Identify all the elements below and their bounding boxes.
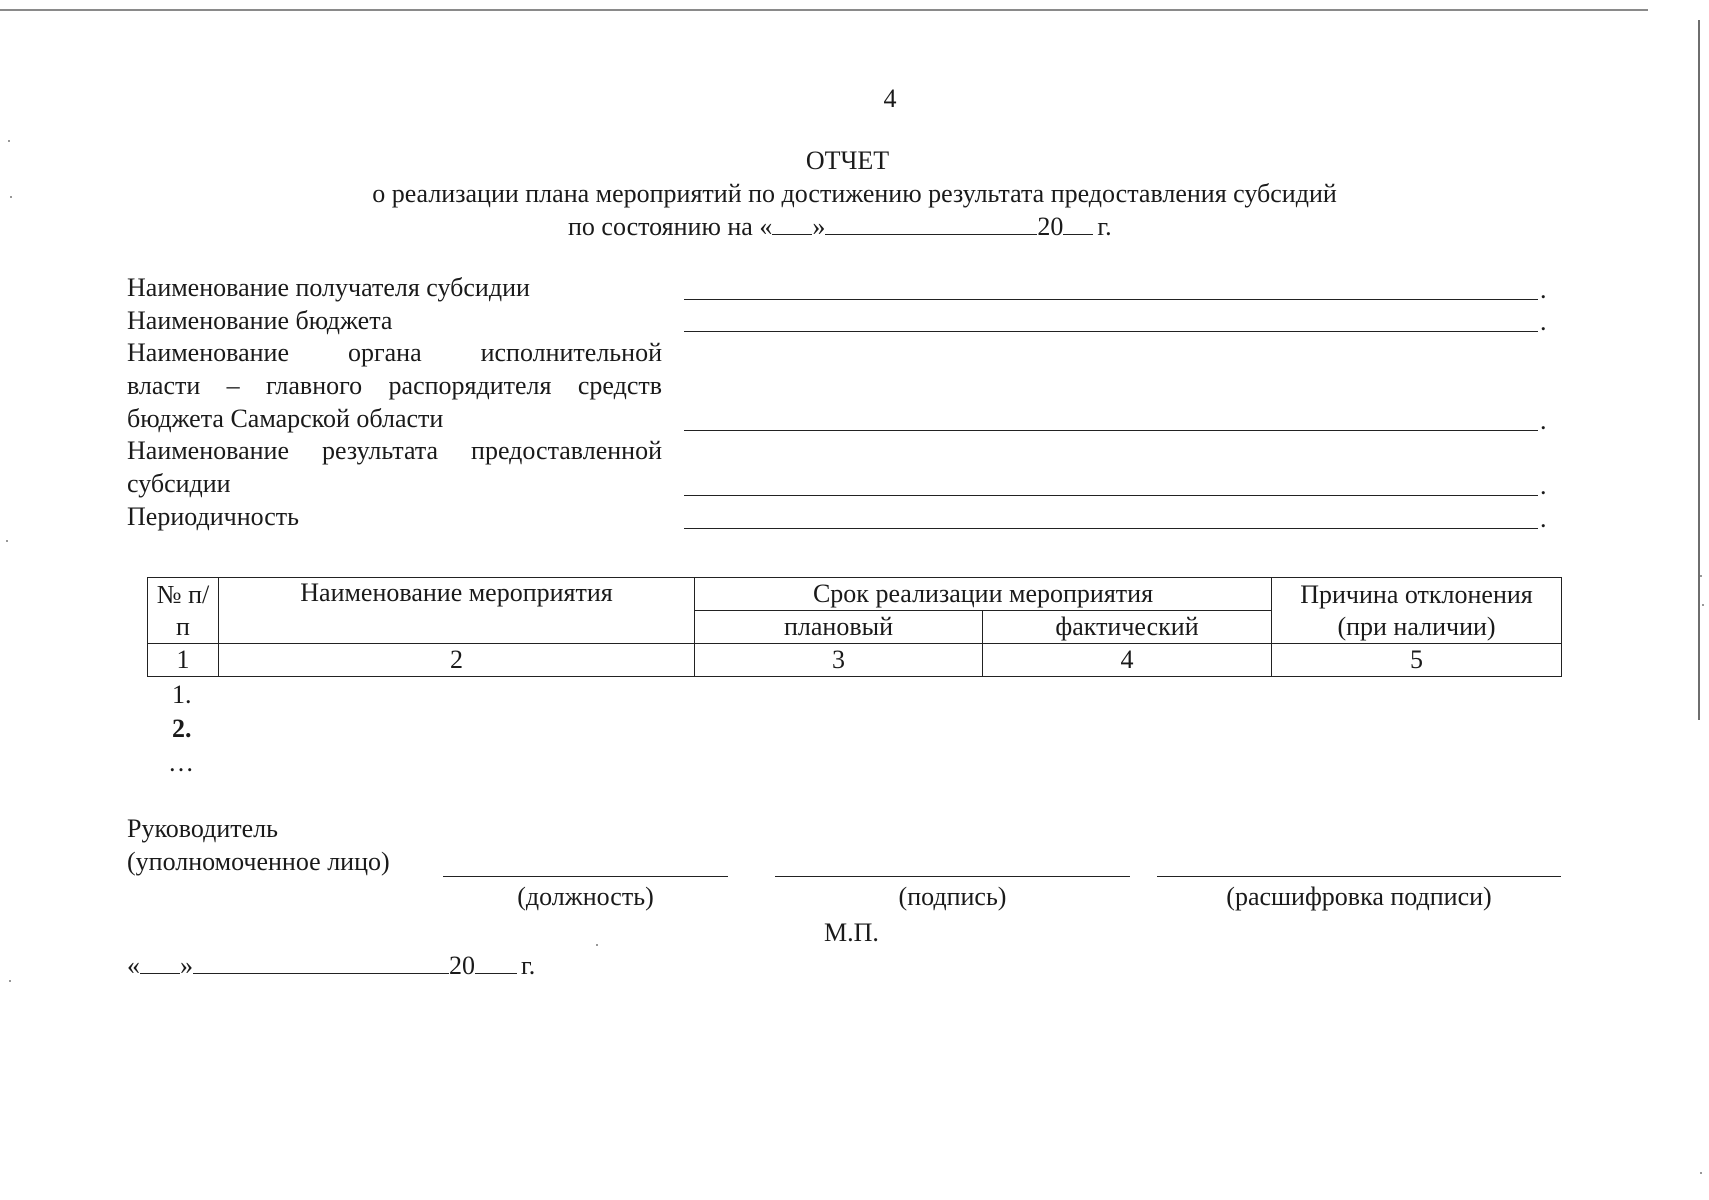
date-month-blank[interactable]: [193, 951, 449, 974]
date-open-quote: «: [127, 951, 140, 980]
field-line-authority[interactable]: [684, 430, 1538, 431]
header-activity: [219, 578, 695, 644]
field-end-dot: .: [1540, 471, 1547, 500]
scan-edge-right: [1698, 20, 1700, 720]
header-term: Срок реализации мероприятия: [695, 578, 1272, 611]
column-number: 3: [695, 644, 983, 677]
field-label-authority-line3: бюджета Самарской области: [127, 404, 444, 433]
field-label-result-line2: субсидии: [127, 469, 231, 498]
as-of-month-blank[interactable]: [825, 212, 1037, 235]
field-line-budget[interactable]: [684, 331, 1538, 332]
position-line[interactable]: [443, 876, 728, 877]
header-reason-text: Причина отклонения (при наличии): [1300, 579, 1533, 641]
field-label-authority-line1: Наименование органа исполнительной: [127, 338, 662, 367]
page-number: 4: [883, 84, 897, 113]
scan-speck: [1702, 604, 1704, 606]
date-line: [127, 951, 535, 981]
signature-decode-line[interactable]: [1157, 876, 1561, 877]
date-year-prefix: 20: [449, 951, 475, 980]
field-end-dot: .: [1540, 307, 1547, 336]
date-close-quote: »: [180, 951, 193, 980]
position-caption: (должность): [517, 882, 654, 911]
header-actual: фактический: [983, 611, 1272, 644]
row-numbers-list: [168, 678, 194, 780]
header-row-number-text: № п/п: [156, 579, 210, 641]
signature-caption: (подпись): [898, 882, 1007, 911]
field-label-authority-line2: власти – главного распорядителя средств: [127, 371, 662, 400]
field-line-result[interactable]: [684, 495, 1538, 496]
field-end-dot: .: [1540, 275, 1547, 304]
field-line-periodicity[interactable]: [684, 528, 1538, 529]
as-of-line: [568, 212, 1112, 242]
field-label-recipient: Наименование получателя субсидии: [127, 273, 530, 302]
scan-speck: [1700, 575, 1702, 577]
header-activity-text: Наименование мероприятия: [300, 578, 613, 607]
as-of-year-prefix: 20: [1037, 212, 1064, 241]
column-number: 4: [983, 644, 1272, 677]
signature-decode-caption: (расшифровка подписи): [1226, 882, 1492, 911]
as-of-year-suffix: г.: [1097, 212, 1112, 241]
field-end-dot: .: [1540, 504, 1547, 533]
report-subtitle: о реализации плана мероприятий по достижению результата предоставления субсидий: [372, 179, 1337, 208]
field-label-result-line1: Наименование результата предоставленной: [127, 436, 662, 465]
date-day-blank[interactable]: [140, 951, 180, 974]
scan-speck: [8, 140, 10, 142]
field-label-periodicity: Периодичность: [127, 502, 300, 531]
field-end-dot: .: [1540, 406, 1547, 435]
scan-speck: [1700, 1172, 1702, 1174]
stamp-place: М.П.: [824, 918, 879, 947]
column-number: 1: [148, 644, 219, 677]
list-item: …: [168, 748, 194, 777]
signature-line[interactable]: [775, 876, 1130, 877]
header-reason: [1272, 578, 1562, 644]
list-item: 2.: [172, 714, 192, 743]
field-label-budget: Наименование бюджета: [127, 306, 393, 335]
signatory-authorized: (уполномоченное лицо): [127, 847, 390, 876]
header-row-number: [148, 578, 219, 644]
column-number: 2: [219, 644, 695, 677]
as-of-year-blank[interactable]: [1063, 212, 1093, 235]
scan-speck: [596, 944, 598, 946]
list-item: 1.: [172, 680, 192, 709]
scan-edge-top: [0, 9, 1648, 11]
report-title: ОТЧЕТ: [805, 146, 890, 175]
activities-table: [147, 577, 1562, 677]
column-number: 5: [1272, 644, 1562, 677]
field-line-recipient[interactable]: [684, 299, 1538, 300]
scan-speck: [6, 540, 8, 542]
as-of-mid: »: [812, 212, 826, 241]
header-planned: плановый: [695, 611, 983, 644]
scan-speck: [9, 980, 11, 982]
date-year-blank[interactable]: [475, 951, 517, 974]
signatory-head: Руководитель: [127, 814, 278, 843]
as-of-prefix: по состоянию на «: [568, 212, 773, 241]
as-of-day-blank[interactable]: [772, 212, 812, 235]
date-year-suffix: г.: [521, 951, 536, 980]
